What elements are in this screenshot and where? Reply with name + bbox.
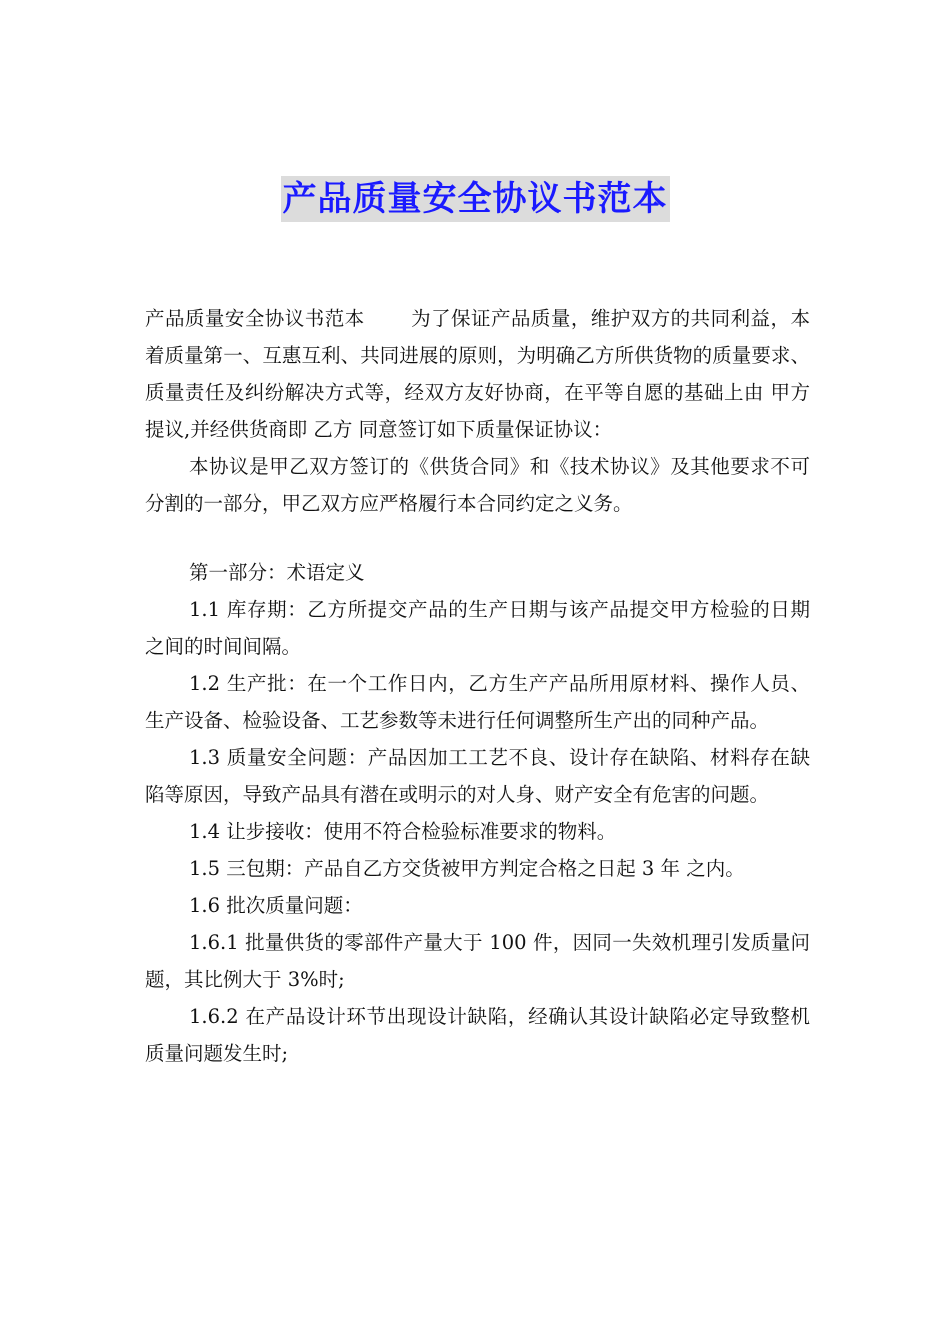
item-1-6-1: 1.6.1 批量供货的零部件产量大于 100 件，因同一失效机理引发质量问题，其比例大于 3%时; <box>145 931 810 991</box>
item-1-1: 1.1 库存期：乙方所提交产品的生产日期与该产品提交甲方检验的日期之间的时间间隔。 <box>145 598 810 658</box>
section-gap <box>145 522 810 554</box>
intro-lead: 产品质量安全协议书范本 <box>145 307 365 330</box>
intro-text: 为了保证产品质量，维护双方的共同利益，本着质量第一、互惠互利、共同进展的原则，为明确乙方所供货物的质量要求、质量责任及纠纷解决方式等，经双方友好协商，在平等自愿的基础上由 甲方 提议,并经供货商即 乙方 同意签订如下质量保证协议： <box>145 307 810 441</box>
document-body <box>145 300 810 1072</box>
section-1-heading: 第一部分：术语定义 <box>189 561 365 584</box>
item-1-4: 1.4 让步接收：使用不符合检验标准要求的物料。 <box>189 820 617 843</box>
item-1-2: 1.2 生产批：在一个工作日内，乙方生产产品所用原材料、操作人员、生产设备、检验设备、工艺参数等未进行任何调整所生产出的同种产品。 <box>145 672 810 732</box>
item-1-6: 1.6 批次质量问题： <box>189 894 363 917</box>
item-1-6-2: 1.6.2 在产品设计环节出现设计缺陷，经确认其设计缺陷必定导致整机质量问题发生时; <box>145 1005 810 1065</box>
paragraph-2: 本协议是甲乙双方签订的《供货合同》和《技术协议》及其他要求不可分割的一部分，甲乙双方应严格履行本合同约定之义务。 <box>145 455 810 515</box>
document-title: 产品质量安全协议书范本 <box>281 176 670 222</box>
item-1-5: 1.5 三包期：产品自乙方交货被甲方判定合格之日起 3 年 之内。 <box>189 857 745 880</box>
intro-paragraph <box>145 300 810 448</box>
item-1-3: 1.3 质量安全问题：产品因加工工艺不良、设计存在缺陷、材料存在缺陷等原因，导致产品具有潜在或明示的对人身、财产安全有危害的问题。 <box>145 746 810 806</box>
title-wrap <box>0 176 950 222</box>
